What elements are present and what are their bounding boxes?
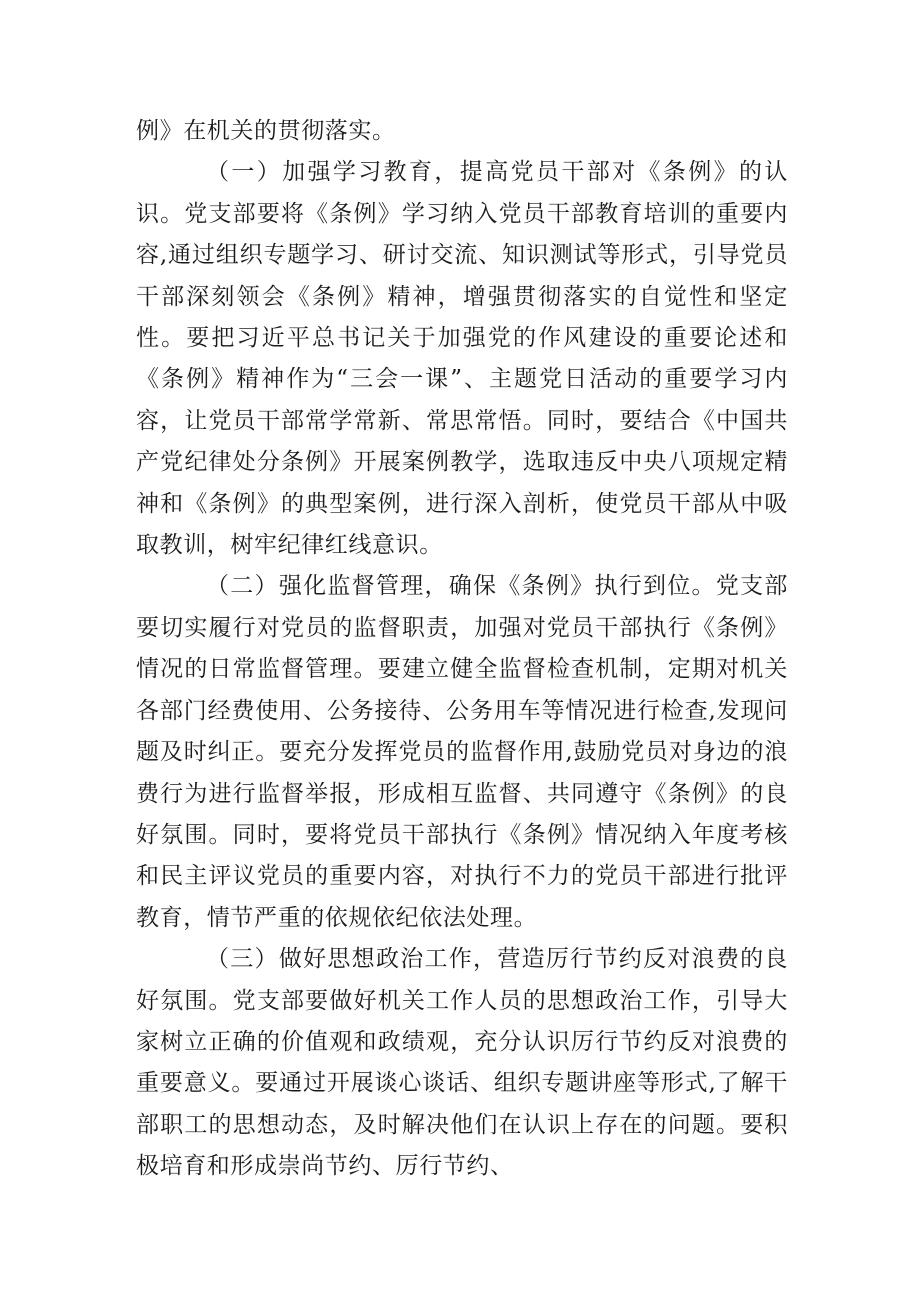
document-body xyxy=(136,111,788,1188)
section-two-paragraph: （二）强化监督管理，确保《条例》执行到位。党支部要切实履行对党员的监督职责，加强对党员干部执行《条例》情况的日常监督管理。要建立健全监督检查机制，定期对机关各部门经费使用、公务接待、公务用车等情况进行检查,发现问题及时纠正。要充分发挥党员的监督作用,鼓励党员对身边的浪费行为进行监督举报，形成相互监督、共同遵守《条例》的良好氛围。同时，要将党员干部执行《条例》情况纳入年度考核和民主评议党员的重要内容，对执行不力的党员干部进行批评教育，情节严重的依规依纪依法处理。 xyxy=(136,573,788,931)
section-one-paragraph: （一）加强学习教育，提高党员干部对《条例》的认识。党支部要将《条例》学习纳入党员干部教育培训的重要内容,通过组织专题学习、研讨交流、知识测试等形式，引导党员干部深刻领会《条例》精神，增强贯彻落实的自觉性和坚定性。要把习近平总书记关于加强党的作风建设的重要论述和《条例》精神作为“三会一课”、主题党日活动的重要学习内容，让党员干部常学常新、常思常悟。同时，要结合《中国共产党纪律处分条例》开展案例教学，选取违反中央八项规定精神和《条例》的典型案例，进行深入剖析，使党员干部从中吸取教训，树牢纪律红线意识。 xyxy=(136,159,788,559)
section-three-paragraph: （三）做好思想政治工作，营造厉行节约反对浪费的良好氛围。党支部要做好机关工作人员的思想政治工作，引导大家树立正确的价值观和政绩观，充分认识厉行节约反对浪费的重要意义。要通过开展谈心谈话、组织专题讲座等形式,了解干部职工的思想动态，及时解决他们在认识上存在的问题。要积极培育和形成崇尚节约、厉行节约、 xyxy=(136,946,788,1180)
lead-line: 例》在机关的贯彻落实。 xyxy=(136,118,396,144)
